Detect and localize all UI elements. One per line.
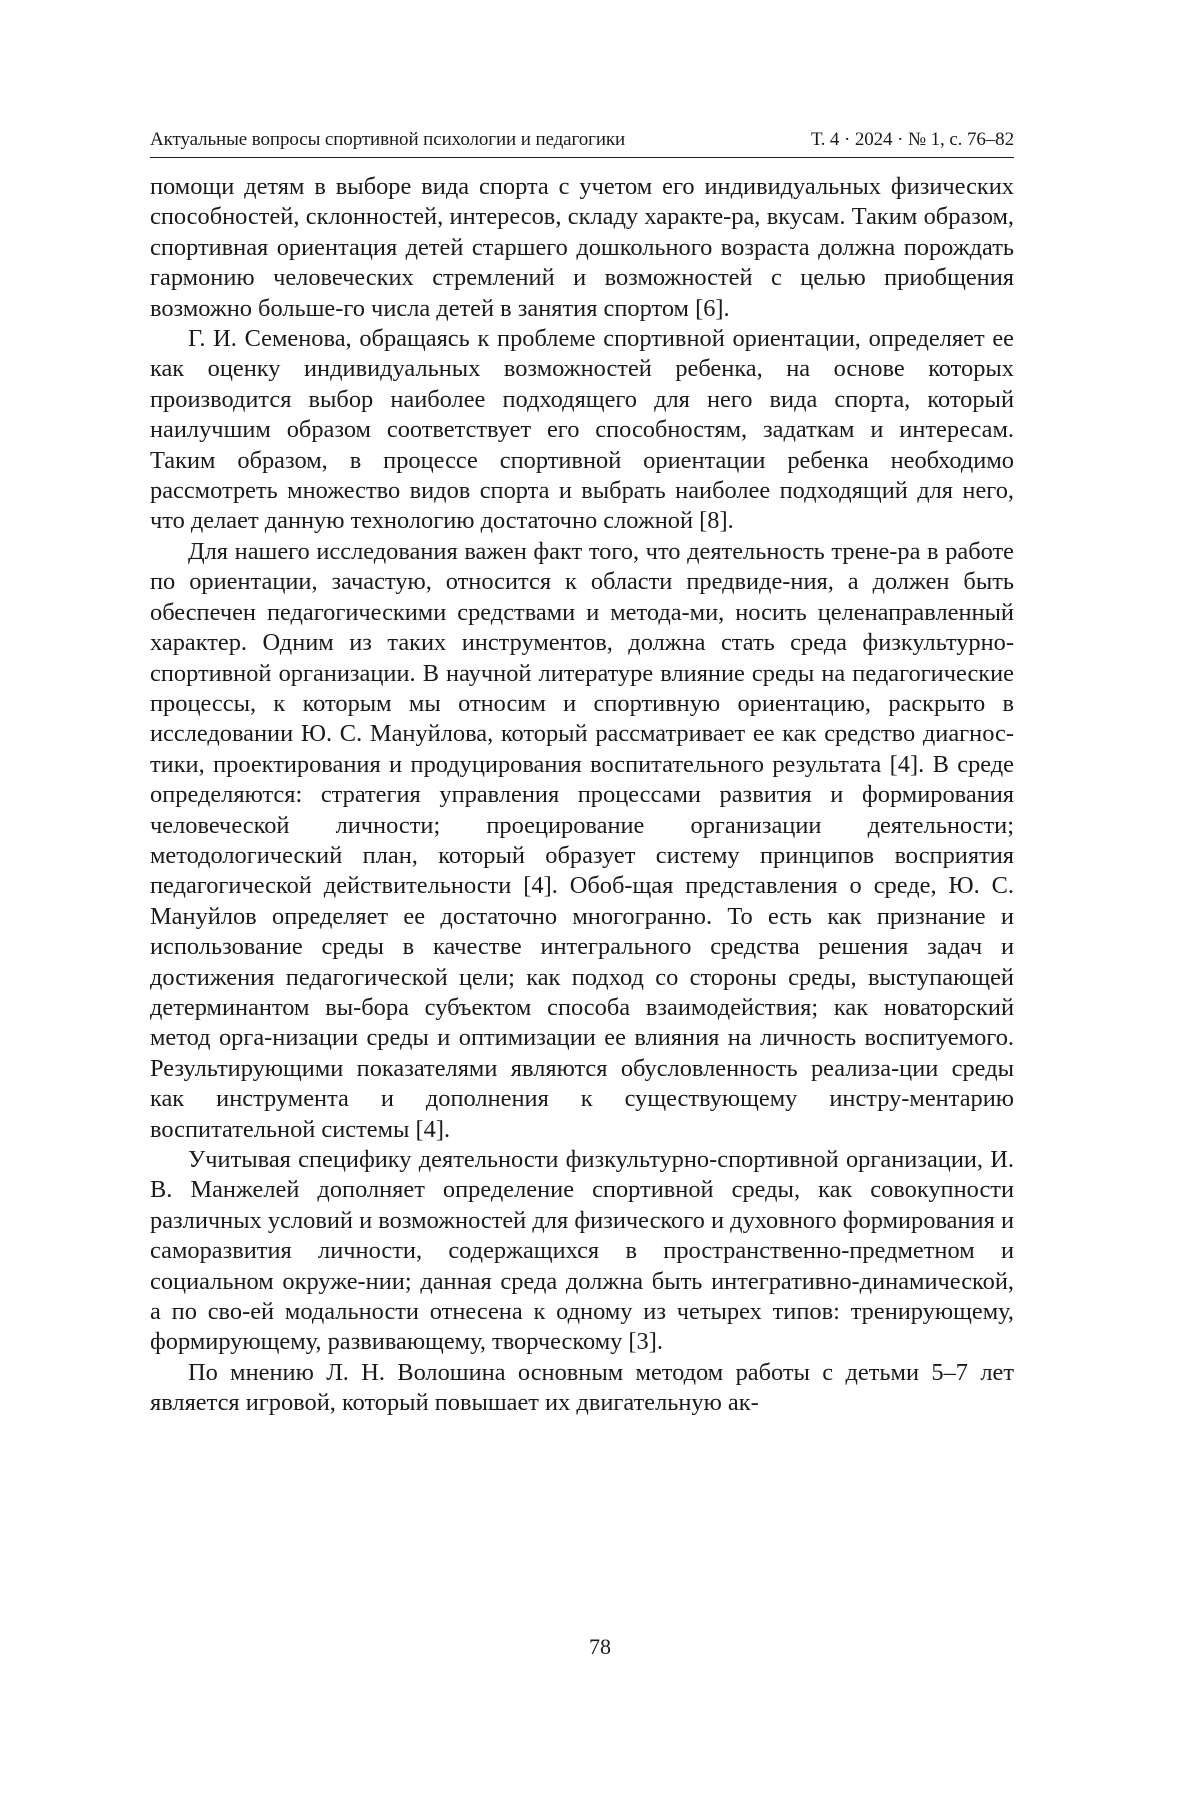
journal-title: Актуальные вопросы спортивной психологии и педагогики xyxy=(150,129,626,150)
issue-info: Т. 4 · 2024 · № 1, с. 76–82 xyxy=(811,129,1014,150)
paragraph-manzheley: Учитывая специфику деятельности физкультурно-спортивной организации, И. В. Манжелей дополняет определение спортивной среды, как совокупности различных условий и возможностей для физического и духовного формирования и саморазвития личности, содержащихся в пространственно-предметном и социальном окруже-нии; данная среда должна быть интегративно-динамической, а по сво-ей модальности отнесена к одному из четырех типов: тренирующему, формирующему, развивающему, творческому [3]. xyxy=(150,1146,1014,1356)
paragraph-manuilov: Для нашего исследования важен факт того, что деятельность трене-ра в работе по ориентации, зачастую, относится к области предвиде-ния, а должен быть обеспечен педагогическими средствами и метода-ми, носить целенаправленный характер. Одним из таких инструментов, должна стать среда физкультурно-спортивной организации. В научной литературе влияние среды на педагогические процессы, к которым мы относим и спортивную ориентацию, раскрыто в исследовании Ю. С. Мануйлова, который рассматривает ее как средство диагнос-тики, проектирования и продуцирования воспитательного результата [4]. В среде определяются: стратегия управления процессами развития и формирования человеческой личности; проецирование организации деятельности; методологический план, который образует систему принципов восприятия педагогической действительности [4]. Обоб-щая представления о среде, Ю. С. Мануйлов определяет ее достаточно многогранно. То есть как признание и использование среды в качестве интегрального средства решения задач и достижения педагогической цели; как подход со стороны среды, выступающей детерминантом вы-бора субъектом способа взаимодействия; как новаторский метод орга-низации среды и оптимизации ее влияния на личность воспитуемого. Результирующими показателями являются обусловленность реализа-ции среды как инструмента и дополнения к существующему инстру-ментарию воспитательной системы [4]. xyxy=(150,537,1014,1143)
running-header xyxy=(150,128,1014,158)
paragraph-voloshin: По мнению Л. Н. Волошина основным методом работы с детьми 5–7 лет является игровой, который повышает их двигательную ак- xyxy=(150,1358,1014,1417)
document-page xyxy=(150,128,1014,1419)
page-number: 78 xyxy=(589,1634,611,1659)
paragraph-semenova: Г. И. Семенова, обращаясь к проблеме спортивной ориентации, определяет ее как оценку индивидуальных возможностей ребенка, на основе которых производится выбор наиболее подходящего для него вида спорта, который наилучшим образом соответствует его способностям, задаткам и интересам. Таким образом, в процессе спортивной ориентации ребенка необходимо рассмотреть множество видов спорта и выбрать наиболее подходящий для него, что делает данную технологию достаточно сложной [8]. xyxy=(150,325,1014,535)
article-body xyxy=(150,172,1014,1419)
paragraph-continuation: помощи детям в выборе вида спорта с учетом его индивидуальных физических способностей, склонностей, интересов, складу характе-ра, вкусам. Таким образом, спортивная ориентация детей старшего дошкольного возраста должна порождать гармонию человеческих стремлений и возможностей с целью приобщения возможно больше-го числа детей в занятия спортом [6]. xyxy=(150,173,1014,322)
